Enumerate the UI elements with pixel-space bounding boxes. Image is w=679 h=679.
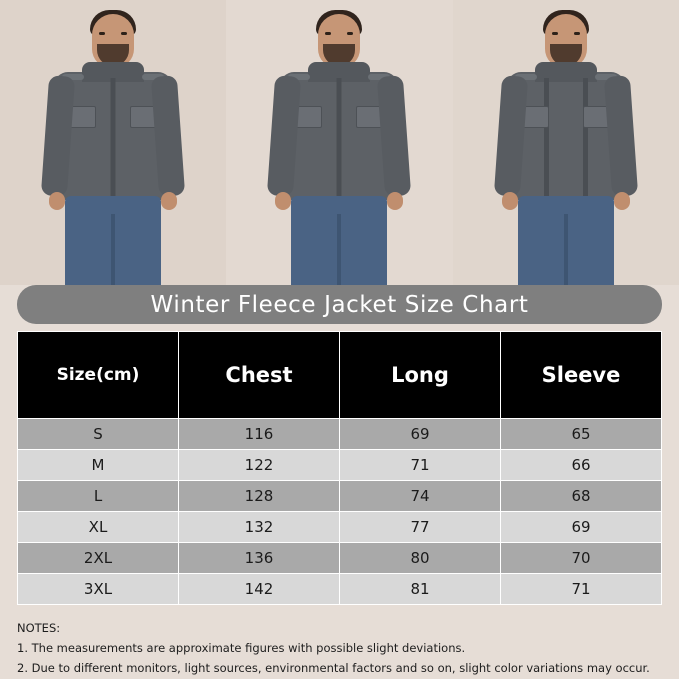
table-row	[18, 481, 662, 512]
eye-left	[325, 32, 331, 35]
cell-sleeve: 70	[501, 543, 662, 574]
jeans-seam	[337, 214, 341, 285]
hand-right	[161, 192, 177, 210]
cell-chest: 132	[179, 512, 340, 543]
jeans	[65, 196, 161, 285]
table-row	[18, 512, 662, 543]
jacket-front-seam	[111, 78, 116, 198]
hand-left	[49, 192, 65, 210]
cell-chest: 136	[179, 543, 340, 574]
cell-chest: 128	[179, 481, 340, 512]
model-figure-2	[259, 0, 419, 285]
jeans	[291, 196, 387, 285]
model-figure-1	[33, 0, 193, 285]
cell-sleeve: 65	[501, 419, 662, 450]
cell-chest: 142	[179, 574, 340, 605]
cell-long: 74	[340, 481, 501, 512]
table-header-row	[18, 332, 662, 419]
cell-long: 80	[340, 543, 501, 574]
product-photo-1	[0, 0, 226, 285]
cell-size: M	[18, 450, 179, 481]
table-body	[18, 419, 662, 605]
cell-sleeve: 71	[501, 574, 662, 605]
cell-sleeve: 68	[501, 481, 662, 512]
model-figure-3	[486, 0, 646, 285]
table-row	[18, 574, 662, 605]
jeans-seam	[564, 214, 568, 285]
eye-left	[552, 32, 558, 35]
table-row	[18, 450, 662, 481]
jeans	[518, 196, 614, 285]
hand-right	[614, 192, 630, 210]
column-header-long: Long	[340, 332, 501, 419]
cell-long: 81	[340, 574, 501, 605]
cell-chest: 116	[179, 419, 340, 450]
column-header-size: Size(cm)	[18, 332, 179, 419]
cell-size: 3XL	[18, 574, 179, 605]
column-header-chest: Chest	[179, 332, 340, 419]
jacket-front-opening	[544, 78, 588, 198]
eye-left	[99, 32, 105, 35]
notes-line-2: 2. Due to different monitors, light sources, environmental factors and so on, slight color variations may occur.	[17, 661, 650, 676]
table-row	[18, 543, 662, 574]
jeans-seam	[111, 214, 115, 285]
size-chart-table	[17, 331, 662, 605]
product-photo-strip	[0, 0, 679, 285]
notes-line-1: 1. The measurements are approximate figures with possible slight deviations.	[17, 641, 466, 656]
notes-section	[17, 618, 662, 678]
eye-right	[574, 32, 580, 35]
cell-long: 71	[340, 450, 501, 481]
eye-right	[121, 32, 127, 35]
cell-size: L	[18, 481, 179, 512]
notes-heading: NOTES:	[17, 621, 61, 635]
table-row	[18, 419, 662, 450]
hand-left	[275, 192, 291, 210]
column-header-sleeve: Sleeve	[501, 332, 662, 419]
product-photo-3	[453, 0, 679, 285]
table-header	[18, 332, 662, 419]
cell-size: 2XL	[18, 543, 179, 574]
hand-right	[387, 192, 403, 210]
chart-title-banner	[17, 285, 662, 324]
cell-long: 77	[340, 512, 501, 543]
cell-sleeve: 69	[501, 512, 662, 543]
cell-size: XL	[18, 512, 179, 543]
hand-left	[502, 192, 518, 210]
cell-long: 69	[340, 419, 501, 450]
page-title: Winter Fleece Jacket Size Chart	[150, 291, 529, 318]
cell-chest: 122	[179, 450, 340, 481]
cell-sleeve: 66	[501, 450, 662, 481]
jacket-front-seam	[337, 78, 342, 198]
product-photo-2	[226, 0, 452, 285]
cell-size: S	[18, 419, 179, 450]
eye-right	[347, 32, 353, 35]
